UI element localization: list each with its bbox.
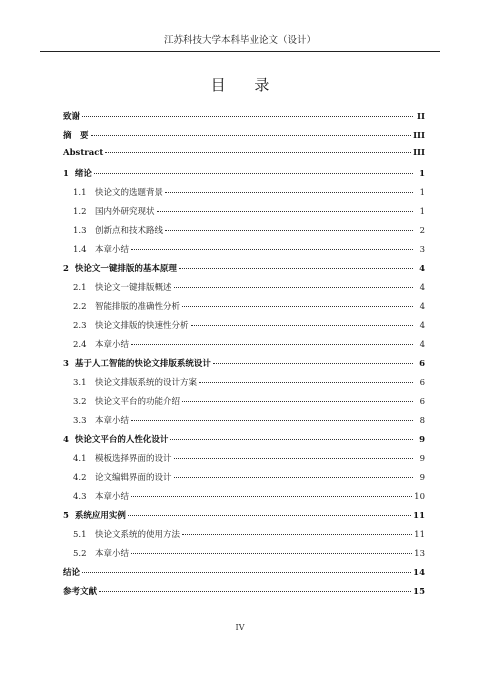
toc-entry-number: 3.1 (73, 378, 87, 388)
toc-section-entry[interactable] (63, 414, 425, 433)
toc-dot-leader (131, 496, 412, 497)
toc-entry-page: 4 (419, 264, 425, 274)
toc-entry-page: 9 (419, 454, 425, 464)
toc-entry-number: 3.3 (73, 416, 87, 426)
toc-dot-leader (165, 230, 413, 231)
toc-entry-title: 基于人工智能的快论文排版系统设计 (74, 359, 211, 369)
toc-entry-number: 2.3 (73, 321, 87, 331)
toc-entry-title: 快论文系统的使用方法 (95, 530, 181, 540)
page-number: IV (235, 623, 245, 632)
toc-entry-number: 2.4 (73, 340, 87, 350)
toc-entry-number: 4 (63, 435, 69, 445)
toc-entry-number: 4.2 (73, 473, 87, 483)
toc-entry-page: 4 (419, 321, 425, 331)
toc-dot-leader (94, 173, 413, 174)
toc-entry-title: 致谢 (63, 112, 81, 122)
toc-entry-number: 1 (63, 169, 69, 179)
toc-section-entry[interactable] (63, 338, 425, 357)
toc-section-entry[interactable] (63, 281, 425, 300)
toc-section-entry[interactable] (63, 319, 425, 338)
toc-entry-title: Abstract (63, 148, 104, 158)
page-title: 目 录 (210, 76, 282, 94)
toc-chapter-entry[interactable] (63, 566, 425, 585)
toc-entry-title: 模板选择界面的设计 (95, 454, 172, 464)
toc-entry-number: 1.3 (73, 226, 87, 236)
toc-chapter-entry[interactable] (63, 585, 425, 604)
toc-entry-number: 1.4 (73, 245, 87, 255)
toc-entry-page: 9 (419, 473, 425, 483)
toc-entry-page: 8 (419, 416, 425, 426)
toc-section-entry[interactable] (63, 528, 425, 547)
toc-entry-title: 本章小结 (95, 245, 130, 255)
toc-chapter-entry[interactable] (63, 509, 425, 528)
toc-section-entry[interactable] (63, 547, 425, 566)
toc-entry-title: 快论文一键排版概述 (95, 283, 172, 293)
toc-dot-leader (165, 192, 413, 193)
toc-dot-leader (91, 135, 412, 136)
toc-dot-leader (105, 152, 411, 153)
toc-entry-page: 6 (419, 397, 425, 407)
toc-section-entry[interactable] (63, 395, 425, 414)
toc-entry-page: 14 (413, 568, 425, 578)
toc-entry-page: III (413, 131, 425, 141)
toc-dot-leader (170, 439, 413, 440)
toc-dot-leader (174, 477, 413, 478)
toc-dot-leader (99, 591, 411, 592)
toc-dot-leader (174, 458, 413, 459)
toc-entry-page: 4 (419, 283, 425, 293)
toc-entry-page: 13 (414, 549, 425, 559)
toc-chapter-entry[interactable] (63, 262, 425, 281)
running-header: 江苏科技大学本科毕业论文（设计） (40, 32, 440, 52)
toc-entry-title: 快论文一键排版的基本原理 (74, 264, 177, 274)
toc-entry-title: 本章小结 (95, 492, 130, 502)
toc-dot-leader (82, 572, 411, 573)
toc-section-entry[interactable] (63, 300, 425, 319)
toc-entry-number: 5.2 (73, 549, 87, 559)
toc-entry-page: 15 (413, 587, 425, 597)
toc-dot-leader (131, 249, 413, 250)
toc-section-entry[interactable] (63, 224, 425, 243)
toc-entry-page: 1 (419, 188, 425, 198)
toc-entry-number: 5.1 (73, 530, 87, 540)
toc-dot-leader (82, 116, 413, 117)
toc-entry-title: 论文编辑界面的设计 (95, 473, 172, 483)
toc-dot-leader (182, 401, 413, 402)
toc-section-entry[interactable] (63, 490, 425, 509)
toc-entry-title: 参考文献 (63, 587, 98, 597)
toc-entry-title: 快论文平台的功能介绍 (95, 397, 181, 407)
toc-entry-page: 1 (419, 207, 425, 217)
toc-entry-title: 本章小结 (95, 549, 130, 559)
toc-chapter-entry[interactable] (63, 433, 425, 452)
table-of-contents (63, 110, 425, 604)
toc-dot-leader (191, 325, 413, 326)
toc-entry-number: 5 (63, 511, 69, 521)
toc-dot-leader (182, 534, 412, 535)
toc-entry-number: 1.1 (73, 188, 87, 198)
toc-chapter-entry[interactable] (63, 129, 425, 148)
toc-entry-page: 6 (419, 378, 425, 388)
toc-entry-title: 快论文平台的人性化设计 (74, 435, 169, 445)
toc-chapter-entry[interactable] (63, 167, 425, 186)
toc-entry-title: 系统应用实例 (74, 511, 126, 521)
toc-entry-page: 6 (419, 359, 425, 369)
toc-dot-leader (213, 363, 413, 364)
toc-entry-number: 4.3 (73, 492, 87, 502)
toc-dot-leader (199, 382, 413, 383)
toc-dot-leader (131, 420, 413, 421)
toc-entry-page: 4 (419, 340, 425, 350)
toc-entry-page: 4 (419, 302, 425, 312)
toc-entry-title: 快论文排版系统的设计方案 (95, 378, 198, 388)
toc-entry-title: 本章小结 (95, 416, 130, 426)
toc-entry-page: III (413, 148, 425, 158)
toc-chapter-entry[interactable] (63, 357, 425, 376)
toc-dot-leader (174, 287, 413, 288)
toc-entry-title: 快论文排版的快速性分析 (95, 321, 189, 331)
toc-entry-title: 创新点和技术路线 (95, 226, 164, 236)
toc-entry-title: 绪论 (74, 169, 92, 179)
toc-entry-title: 智能排版的准确性分析 (95, 302, 181, 312)
toc-entry-title: 结论 (63, 568, 81, 578)
toc-entry-page: 11 (414, 530, 425, 540)
toc-entry-page: 3 (419, 245, 425, 255)
toc-entry-page: 11 (413, 511, 425, 521)
toc-section-entry[interactable] (63, 186, 425, 205)
toc-dot-leader (179, 268, 413, 269)
toc-entry-number: 3 (63, 359, 69, 369)
toc-section-entry[interactable] (63, 376, 425, 395)
toc-entry-title: 摘 要 (63, 131, 89, 141)
toc-dot-leader (157, 211, 413, 212)
toc-entry-number: 2 (63, 264, 69, 274)
toc-entry-number: 3.2 (73, 397, 87, 407)
toc-entry-title: 国内外研究现状 (95, 207, 155, 217)
toc-dot-leader (131, 344, 413, 345)
toc-dot-leader (131, 553, 412, 554)
toc-chapter-entry[interactable] (63, 148, 425, 167)
toc-entry-title: 本章小结 (95, 340, 130, 350)
toc-section-entry[interactable] (63, 243, 425, 262)
toc-section-entry[interactable] (63, 205, 425, 224)
toc-dot-leader (182, 306, 413, 307)
toc-section-entry[interactable] (63, 452, 425, 471)
toc-entry-page: 2 (419, 226, 425, 236)
toc-entry-page: 9 (419, 435, 425, 445)
toc-entry-title: 快论文的选题背景 (95, 188, 164, 198)
toc-entry-page: 1 (419, 169, 425, 179)
toc-section-entry[interactable] (63, 471, 425, 490)
toc-chapter-entry[interactable] (63, 110, 425, 129)
toc-entry-page: II (417, 112, 425, 122)
toc-entry-number: 2.2 (73, 302, 87, 312)
toc-entry-page: 10 (414, 492, 425, 502)
toc-entry-number: 2.1 (73, 283, 87, 293)
toc-entry-number: 1.2 (73, 207, 87, 217)
toc-dot-leader (128, 515, 411, 516)
toc-entry-number: 4.1 (73, 454, 87, 464)
